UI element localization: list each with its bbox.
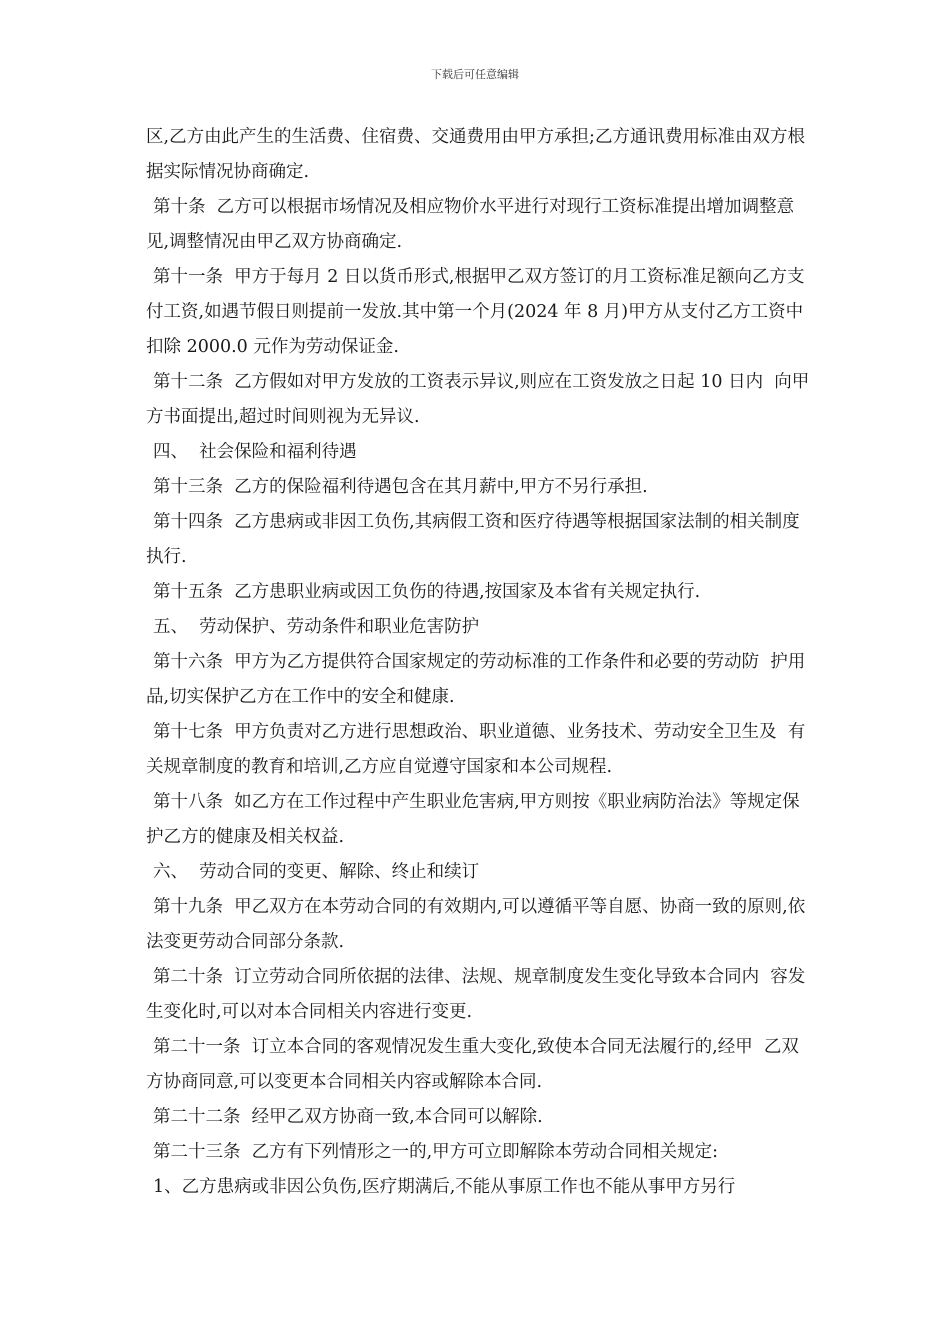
article-20: 第二十条 订立劳动合同所依据的法律、法规、规章制度发生变化导致本合同内 容发生变化时,可以对本合同相关内容进行变更.	[146, 967, 806, 1022]
article-12: 第十二条 乙方假如对甲方发放的工资表示异议,则应在工资发放之日起 10 日内 向甲方书面提出,超过时间则视为无异议.	[146, 372, 810, 427]
article-22: 第二十二条 经甲乙双方协商一致,本合同可以解除.	[153, 1107, 543, 1127]
section-heading-6: 六、 劳动合同的变更、解除、终止和续订	[153, 862, 480, 882]
paragraph-1: 区,乙方由此产生的生活费、住宿费、交通费用由甲方承担;乙方通讯费用标准由双方根据实际情况协商确定.	[146, 127, 805, 182]
article-10: 第十条 乙方可以根据市场情况及相应物价水平进行对现行工资标准提出增加调整意见,调整情况由甲乙双方协商确定.	[146, 197, 795, 252]
section-heading-4: 四、 社会保险和福利待遇	[153, 442, 357, 462]
article-15: 第十五条 乙方患职业病或因工负伤的待遇,按国家及本省有关规定执行.	[153, 582, 701, 602]
list-item-1: 1、乙方患病或非因公负伤,医疗期满后,不能从事原工作也不能从事甲方另行	[153, 1177, 736, 1197]
article-11: 第十一条 甲方于每月 2 日以货币形式,根据甲乙双方签订的月工资标准足额向乙方支付工资,如遇节假日则提前一发放.其中第一个月(2024 年 8 月)甲方从支付乙方工资中扣除 2000.0 元作为劳动保证金.	[146, 267, 805, 357]
article-19: 第十九条 甲乙双方在本劳动合同的有效期内,可以遵循平等自愿、协商一致的原则,依法变更劳动合同部分条款.	[146, 897, 806, 952]
article-17: 第十七条 甲方负责对乙方进行思想政治、职业道德、业务技术、劳动安全卫生及 有关规章制度的教育和培训,乙方应自觉遵守国家和本公司规程.	[146, 722, 806, 777]
article-18: 第十八条 如乙方在工作过程中产生职业危害病,甲方则按《职业病防治法》等规定保护乙方的健康及相关权益.	[146, 792, 800, 847]
article-23: 第二十三条 乙方有下列情形之一的,甲方可立即解除本劳动合同相关规定:	[153, 1142, 719, 1162]
document-body	[146, 120, 814, 1205]
article-16: 第十六条 甲方为乙方提供符合国家规定的劳动标准的工作条件和必要的劳动防 护用品,切实保护乙方在工作中的安全和健康.	[146, 652, 806, 707]
article-13: 第十三条 乙方的保险福利待遇包含在其月薪中,甲方不另行承担.	[153, 477, 648, 497]
article-21: 第二十一条 订立本合同的客观情况发生重大变化,致使本合同无法履行的,经甲 乙双方协商同意,可以变更本合同相关内容或解除本合同.	[146, 1037, 799, 1092]
page-header: 下载后可任意编辑	[431, 68, 519, 81]
article-14: 第十四条 乙方患病或非因工负伤,其病假工资和医疗待遇等根据国家法制的相关制度执行.	[146, 512, 800, 567]
section-heading-5: 五、 劳动保护、劳动条件和职业危害防护	[153, 617, 480, 637]
